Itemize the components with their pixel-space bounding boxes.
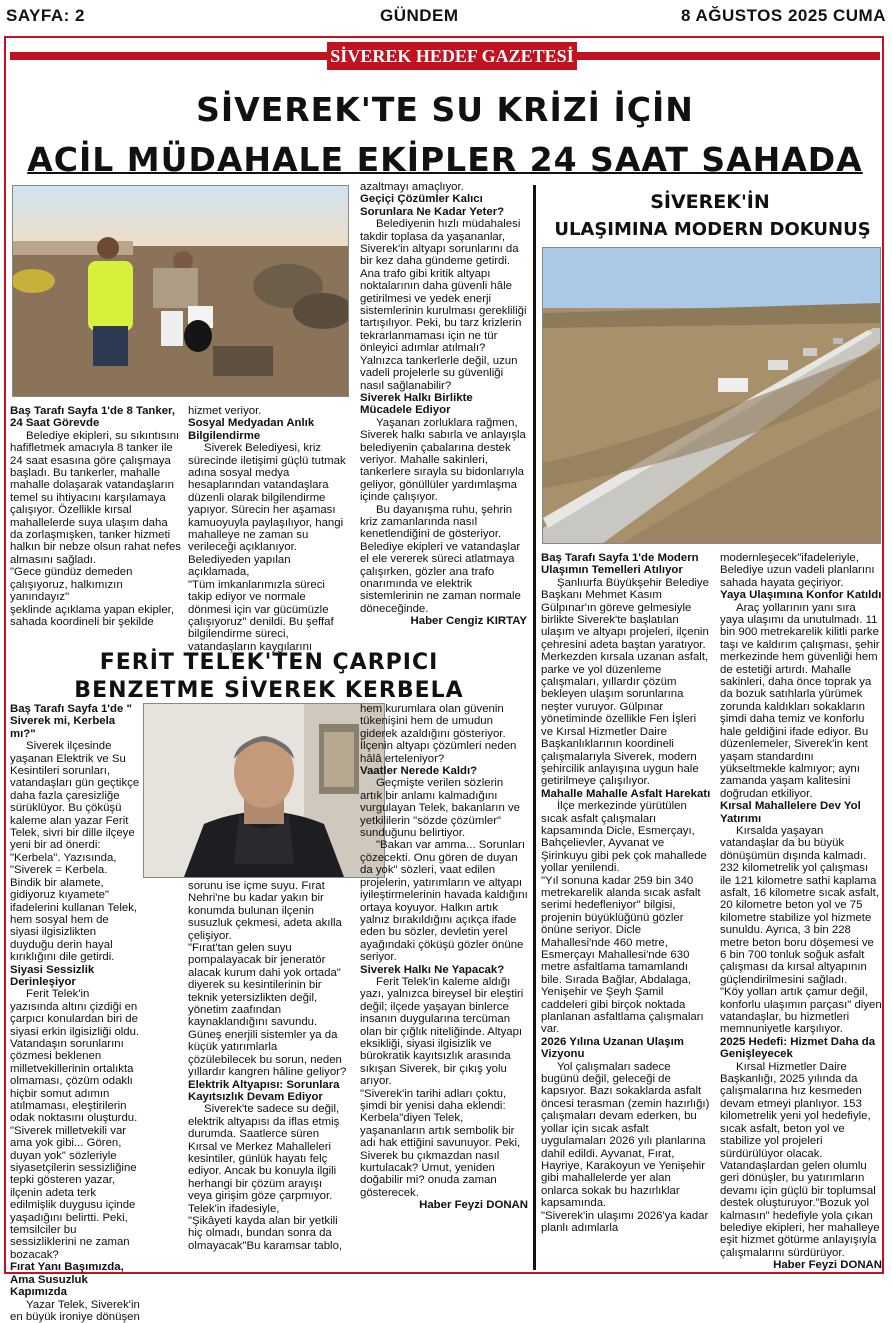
- issue-date: 8 AĞUSTOS 2025 CUMA: [681, 6, 886, 26]
- story1-column3: [360, 181, 527, 628]
- story3-headline-line2: ULAŞIMINA MODERN DOKUNUŞ: [540, 217, 885, 243]
- story3-headline-line1: SİVEREK'İN: [540, 189, 880, 215]
- paragraph: Kırsal Hizmetler Daire Başkanlığı, 2025 yılında da çalışmalarına hız kesmeden devam etmeyi planlıyor. 153 kilometrelik yeni yol hedefiyle, sıcak asfalt, beton yol ve stabilize yol projeleri sürdürülüyor olacak. Vatandaşlardan gelen olumlu geri dönüşler, bu yatırımların devamı için güçlü bir toplumsal destek oluşturuyor."Bozuk yol kalmasın" hedefiyle yola çıkan belediye ekipleri, her mahalleye eşit hizmet götürme anlayışıyla çalışmalarını sürdürüyor.: [720, 1061, 882, 1260]
- paragraph: Siverek ilçesinde yaşanan Elektrik ve Su Kesintileri sorunları, vatandaşları gün geçtikçe daha fazla çaresizliğe sürüklüyor. Bu çöküşü kaleme alan yazar Ferit Telek, sivri bir dille ilçeye yeni bir ad önerdi: "Kerbela". Yazısında,: [10, 740, 140, 864]
- subheading: Mahalle Mahalle Asfalt Harekatı: [541, 788, 711, 800]
- paragraph: Siverek'te sadece su değil, elektrik altyapısı da iflas etmiş durumda. Saatlerce süren Kırsal ve Merkez Mahalleleri kesintiler, günlük hayatı felç ediyor. Ancak bu konuyla ilgili herhangi bir çözüm arayışı veya girişim göze çarpmıyor. Telek'in ifadesiyle,: [188, 1103, 348, 1215]
- paragraph: Belediyenin hızlı müdahalesi takdir toplasa da yaşananlar, Siverek'in altyapı sorunlarını da bir kez daha gündeme getirdi. Ana trafo gibi kritik altyapı noktalarının daha güvenli hâle getirilmesi ve yedek enerji sistemlerinin kurulması gerekliliği tartışılıyor. Peki, bu tarz krizlerin tekrarlanmaması için ne tür önleyici adımlar atılmalı? Yalnızca tankerlerle değil, uzun vadeli projelerle su güvenliği nasıl sağlanabilir?: [360, 218, 527, 392]
- paragraph: "Gece gündüz demeden çalışıyoruz, halkımızın yanındayız": [10, 566, 182, 603]
- section-title: GÜNDEM: [380, 6, 459, 26]
- story2-headline-line2: BENZETME SİVEREK KERBELA: [10, 676, 528, 706]
- story2-headline-line1: FERİT TELEK'TEN ÇARPICI: [10, 648, 528, 678]
- paragraph: Belediye ekipleri, su sıkıntısını hafifletmek amacıyla 8 tanker ile 24 saat esasına göre çalışmaya başladı. Bu tankerler, mahalle mahalle dolaşarak vatandaşların temel su ihtiyacını karşılamaya çalışıyor. Özellikle kırsal mahallelerde suya ulaşım daha da zorlaşmışken, tanker hizmeti halkın bir nebze olsun rahat nefes almasını sağladı.: [10, 430, 182, 566]
- paragraph: Yazar Telek, Siverek'in en büyük ironiye dönüşen: [10, 1299, 140, 1323]
- subheading: Siyasi Sessizlik Derinleşiyor: [10, 964, 140, 989]
- main-headline-line2: ACİL MÜDAHALE EKİPLER 24 SAAT SAHADA: [10, 140, 880, 179]
- portrait-photo: [143, 703, 385, 878]
- paragraph: "Siverek'in tarihi adları çoktu, şimdi bir yenisi daha eklendi: Kerbela"diyen Telek, yaşananların artık sembolik bir adı hak ettiğini savunuyor. Peki, Siverek bu çıkmazdan nasıl kurtulacak? Umut, yeniden doğabilir mi? onuda zaman gösterecek.: [360, 1088, 528, 1200]
- water-scene-image: [13, 186, 348, 396]
- paragraph: Bu dayanışma ruhu, şehrin kriz zamanlarında nasıl kenetlendiğini de gösteriyor. Belediye ekipleri ve vatandaşlar el ele vererek süreci atlatmaya çalışırken, gözler ana trafo onarımında ve elektrik sistemlerinin ne zaman normale döneceğinde.: [360, 504, 527, 616]
- subheading: Siverek Halkı Birlikte Mücadele Ediyor: [360, 392, 527, 417]
- paragraph: "Köy yolları artık çamur değil, konforlu ulaşımın parçası" diyen vatandaşlar, bu hizmetleri memnuniyetle karşılıyor.: [720, 986, 882, 1036]
- story3-column2: [720, 552, 882, 1272]
- road-photo: [542, 247, 881, 544]
- paragraph: modernleşecek"ifadeleriyle, Belediye uzun vadeli planlarını sahada hayata geçiriyor.: [720, 552, 882, 589]
- story1-column1: [10, 405, 182, 628]
- paragraph: Ferit Telek'in kaleme aldığı yazı, yalnızca bireysel bir eleştiri değil; ilçede yaşayan binlerce insanın duygularına tercüman olan bir çığlık niteliğinde. Altyapı eksikliği, siyasi ilgisizlik ve bürokratik kayıtsızlık arasında sıkışan Siverek, bir çıkış yolu arıyor.: [360, 976, 528, 1088]
- paragraph: sorunu ise içme suyu. Fırat Nehri'ne bu kadar yakın bir konumda bulunan ilçenin susuzluk çekmesi, adeta akılla çelişiyor.: [188, 880, 348, 942]
- story2-column2: [188, 880, 348, 1252]
- paragraph: azaltmayı amaçlıyor.: [360, 181, 527, 193]
- paragraph: "Siverek'in ulaşımı 2026'ya kadar planlı adımlarla: [541, 1210, 711, 1235]
- subheading: 2026 Yılına Uzanan Ulaşım Vizyonu: [541, 1036, 711, 1061]
- newspaper-name: SİVEREK HEDEF GAZETESİ: [327, 42, 577, 70]
- story1-column2: [188, 405, 348, 653]
- portrait-image: [144, 704, 384, 877]
- paragraph: hem kurumlara olan güvenin tükenişini hem de umudun giderek azaldığını gösteriyor. İlçenin altyapı çözümleri neden hâlâ erteleniyor?: [360, 703, 528, 765]
- subheading: Vaatler Nerede Kaldı?: [360, 765, 528, 777]
- paragraph: İlçe merkezinde yürütülen sıcak asfalt çalışmaları kapsamında Dicle, Esmerçayı, Bahçelievler, Ayvanat ve Şirinkuyu gibi pek çok mahallede yollar yenilendi.: [541, 800, 711, 874]
- subheading: Geçiçi Çözümler Kalıcı Sorunlara Ne Kadar Yeter?: [360, 193, 527, 218]
- subheading: Baş Tarafı Sayfa 1'de " Siverek mi, Kerbela mı?": [10, 703, 140, 740]
- paragraph: "Bakan var amma... Sorunları çözecekti. Onu gören de duyan da yok" sözleri, vaat edilen projelerin, yatırımların ve altyapı iyileştirmelerinin havada kaldığını ortaya koyuyor. Halkın artık yalnız bırakıldığını açıkça ifade eden bu sözler, devletin yerel ayağındaki çöküşü gözler önüne seriyor.: [360, 839, 528, 963]
- subheading: Siverek Halkı Ne Yapacak?: [360, 964, 528, 976]
- subheading: Kırsal Mahallelere Dev Yol Yatırımı: [720, 800, 882, 825]
- story2-column1: [10, 703, 140, 1323]
- paragraph: "Tüm imkanlarımızla süreci takip ediyor ve normale dönmesi için var gücümüzle çalışıyoruz" denildi. Bu şeffaf bilgilendirme süreci, vatandaşların kaygılarını: [188, 579, 348, 653]
- paragraph: Yol çalışmaları sadece bugünü değil, geleceği de kapsıyor. Bazı sokaklarda asfalt öncesi terasman (zemin hazırlığı) çalışmaları devam ederken, bu yollar için sıcak asfalt uygulamaları 2026 yılı planlarına dahil edildi. Ayvanat, Fırat, Hayriye, Karakoyun ve Yenişehir gibi mahallelerde yer alan onlarca sokak bu hazırlıklar kapsamında.: [541, 1061, 711, 1210]
- byline: Haber Feyzi DONAN: [720, 1259, 882, 1271]
- subheading: Sosyal Medyadan Anlık Bilgilendirme: [188, 417, 348, 442]
- story3-column1: [541, 552, 711, 1234]
- paragraph: Şanlıurfa Büyükşehir Belediye Başkanı Mehmet Kasım Gülpınar'ın göreve gelmesiyle birlikte Siverek'te başlatılan ulaşım ve altyapı projeleri, ilçenin çehresini adeta baştan yaratıyor. Merkezden kırsala uzanan asfalt, parke ve yol düzenleme çalışmaları, yıllardır çözüm bekleyen ulaşım sorunlarına neşter vuruyor. Gülpınar yönetiminde özellikle Fen İşleri ve Kırsal Hizmetler Daire Başkanlıklarının koordineli çalışmalarıyla Siverek, modern şehircilik anlayışına uygun hale getirilmeye çalışılıyor.: [541, 577, 711, 788]
- paragraph: "Fırat'tan gelen suyu pompalayacak bir jeneratör alacak kurum dahi yok ortada" diyerek su kesintilerinin bir teknik yetersizlikten değil, yönetim zaafından kaynaklandığını savundu. Güneş enerjili sistemler ya da küçük yatırımlarla çözülebilecek bu sorun, neden yıllardır kangren hâline geliyor?: [188, 942, 348, 1078]
- paragraph: şeklinde açıklama yapan ekipler, sahada koordineli bir şekilde: [10, 604, 182, 629]
- road-image: [543, 248, 880, 543]
- water-tanker-photo: [12, 185, 349, 397]
- paragraph: "Siverek = Kerbela. Bindik bir alamete, gidiyoruz kıyamete" ifadelerini kullanan Telek, hem sosyal hem de siyasi ilgisizlikten duyduğu derin hayal kırıklığını dile getirdi.: [10, 864, 140, 963]
- paragraph: Geçmişte verilen sözlerin artık bir anlamı kalmadığını vurgulayan Telek, bakanların ve yetkililerin "sözde çözümler" sunduğunu belirtiyor.: [360, 777, 528, 839]
- paragraph: "Yıl sonuna kadar 259 bin 340 metrekarelik alanda sıcak asfalt serimi hedefleniyor" bilgisi, projenin büyüklüğünü gözler önüne seriyor. Dicle Mahallesi'nde 460 metre, Esmerçayı Mahallesi'nde 630 metre asfaltlama tamamlandı bile. Sırada Bağlar, Abdalaga, Yenişehir ve Şeyh Şamil caddeleri gibi birçok noktada planlanan asfaltlama çalışmaları var.: [541, 875, 711, 1036]
- column-separator: [533, 185, 536, 1270]
- story2-column3: [360, 703, 528, 1212]
- paragraph: hizmet veriyor.: [188, 405, 348, 417]
- byline: Haber Cengiz KIRTAY: [360, 615, 527, 627]
- subheading: Fırat Yanı Başımızda, Ama Susuzluk Kapımızda: [10, 1261, 140, 1298]
- paragraph: Siverek Belediyesi, kriz sürecinde iletişimi güçlü tutmak adına sosyal medya hesaplarından vatandaşlara düzenli olarak bilgilendirme yapıyor. Sürecin her aşaması kamuoyuyla paylaşılıyor, hangi mahalleye ne zaman su verileceği açıklanıyor. Belediyeden yapılan açıklamada,: [188, 442, 348, 578]
- paragraph: Kırsalda yaşayan vatandaşlar da bu büyük dönüşümün dışında kalmadı. 232 kilometrelik yol çalışması ile 121 kilometre sathi kaplama asfalt, 16 kilometre sıcak asfalt, 20 kilometre beton yol ve 75 kilometre stabilize yol hizmete sunuldu. Ayrıca, 3 bin 228 metre beton boru döşemesi ve 6 bin 700 tonluk soğuk asfalt çalışması da kırsal altyapının güçlendirilmesini sağladı.: [720, 825, 882, 986]
- subheading: Baş Tarafı Sayfa 1'de Modern Ulaşımın Temelleri Atılıyor: [541, 552, 711, 577]
- subheading: Baş Tarafı Sayfa 1'de 8 Tanker, 24 Saat Görevde: [10, 405, 182, 430]
- paragraph: "Siverek milletvekili var ama yok gibi... Gören, duyan yok" sözleriyle siyasetçilerin sessizliğine tepki gösteren yazar, ilçenin adeta terk edilmişlik duygusu içinde yaşadığını belirtti. Peki, temsilciler bu sessizliklerini ne zaman bozacak?: [10, 1125, 140, 1261]
- paragraph: Yaşanan zorluklara rağmen, Siverek halkı sabırla ve anlayışla belediyenin çabalarına destek veriyor. Mahalle sakinleri, tankerlere sırayla su bidonlarıyla geliyor, gönüllüler yardımlaşma içinde çalışıyor.: [360, 417, 527, 504]
- masthead-banner: [10, 42, 880, 70]
- subheading: Elektrik Altyapısı: Sorunlara Kayıtsızlık Devam Ediyor: [188, 1079, 348, 1104]
- paragraph: "Şikâyeti kayda alan bir yetkili hiç olmadı, bundan sonra da olmayacak"Bu karamsar tablo,: [188, 1215, 348, 1252]
- paragraph: Araç yollarının yanı sıra yaya ulaşımı da unutulmadı. 11 bin 900 metrekarelik kilitli parke taşı ve kaldırım çalışması, şehir merkezinde hem güvenliği hem de estetiği artırdı. Mahalle sakinleri, daha önce toprak ya da bozuk satıhlarla yürümek zorunda kaldıkları sokakların şimdi daha temiz ve konforlu hale geldiğini ifade ediyor. Bu düzenlemeler, Siverek'in kent yaşam standardını yükseltmekle kalmıyor; aynı zamanda yaşam kalitesini doğrudan etkiliyor.: [720, 602, 882, 801]
- main-headline-line1: SİVEREK'TE SU KRİZİ İÇİN: [10, 90, 880, 129]
- subheading: 2025 Hedefi: Hizmet Daha da Genişleyecek: [720, 1036, 882, 1061]
- page-number: SAYFA: 2: [6, 6, 85, 26]
- subheading: Yaya Ulaşımına Konfor Katıldı: [720, 589, 882, 601]
- byline: Haber Feyzi DONAN: [360, 1199, 528, 1211]
- paragraph: Ferit Telek'in yazısında altını çizdiği en çarpıcı konulardan biri de siyasi erkin ilgisizliği oldu. Vatandaşın sorunlarını çözmesi beklenen milletvekillerinin ortalıkta olmaması, çözüm odaklı hiçbir somut adımın atılmaması, eleştirilerin odak noktasını oluşturdu.: [10, 988, 140, 1124]
